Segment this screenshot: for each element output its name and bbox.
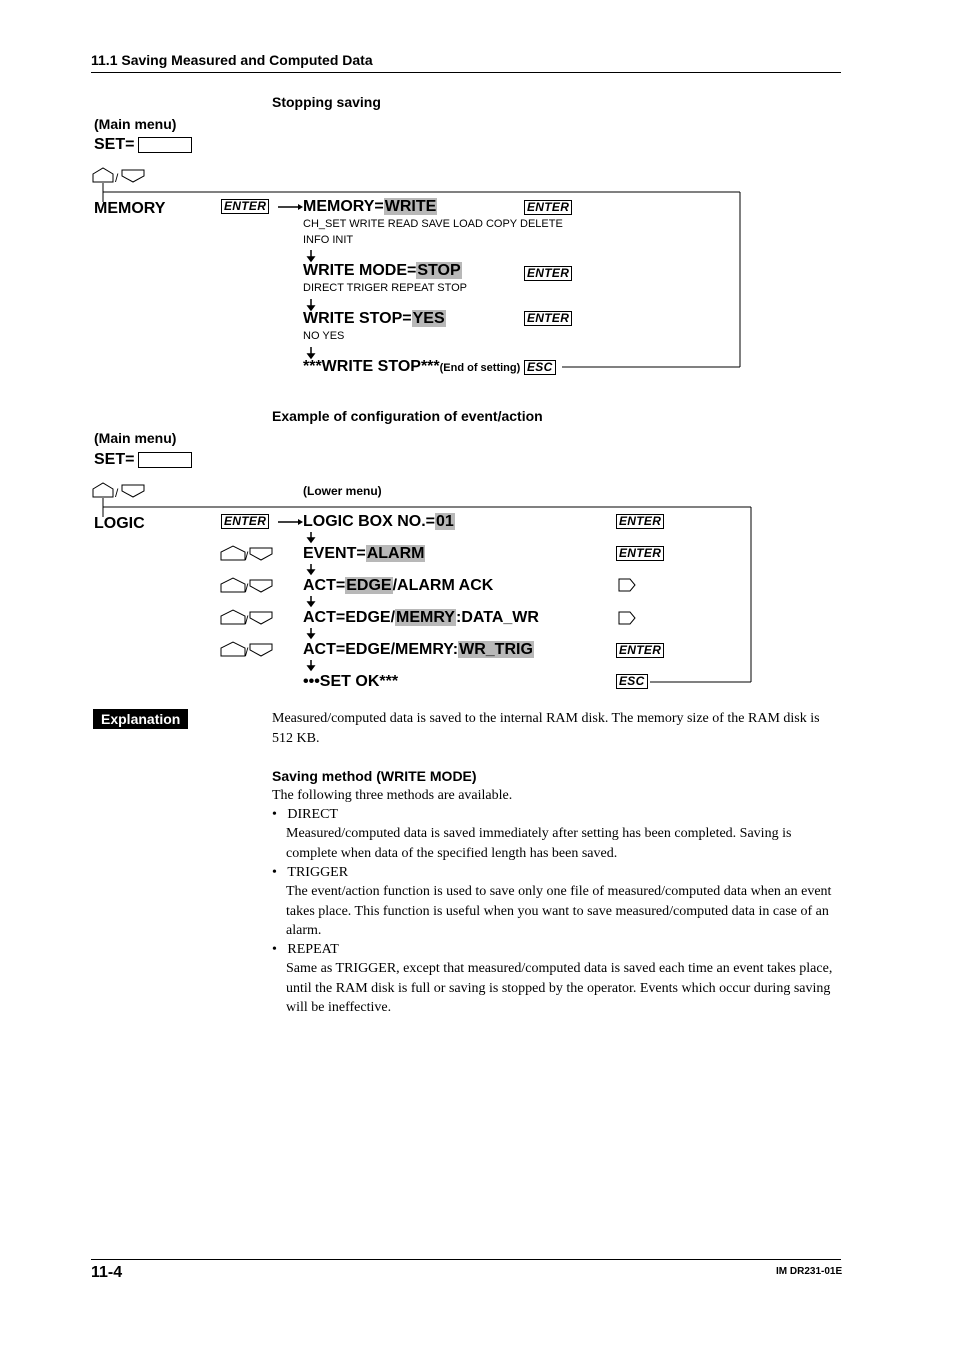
enter-key: ENTER: [524, 266, 572, 281]
set-value-box: [138, 452, 192, 468]
memory-options-2: INFO INIT: [303, 234, 354, 246]
up-down-keys-icon: [221, 578, 272, 595]
svg-text:/: /: [245, 581, 249, 595]
saving-method-heading: Saving method (WRITE MODE): [272, 768, 477, 784]
memory-write-step: MEMORY=WRITE: [303, 198, 437, 215]
logic-box-step: LOGIC BOX NO.=01: [303, 513, 454, 530]
esc-key: ESC: [524, 360, 556, 375]
up-down-keys-icon: [221, 546, 272, 563]
bullet-trigger: • TRIGGER: [272, 865, 349, 880]
explanation-badge: Explanation: [93, 709, 188, 729]
enter-key: ENTER: [616, 514, 664, 529]
logic-label: LOGIC: [94, 515, 145, 532]
method-intro: The following three methods are available.: [272, 788, 513, 803]
svg-text:/: /: [245, 613, 249, 627]
main-menu-label: (Main menu): [94, 116, 177, 132]
stopping-heading: Stopping saving: [272, 94, 381, 110]
svg-text:/: /: [245, 549, 249, 563]
up-down-keys-icon: [93, 168, 144, 185]
write-stop-step: WRITE STOP=YES: [303, 310, 445, 327]
svg-text:/: /: [245, 645, 249, 659]
section-header: 11.1 Saving Measured and Computed Data: [91, 52, 373, 68]
write-mode-options: DIRECT TRIGER REPEAT STOP: [303, 282, 468, 294]
set-label: SET=: [94, 451, 135, 468]
main-menu-label: (Main menu): [94, 430, 177, 446]
event-step: EVENT=ALARM: [303, 545, 425, 562]
enter-key: ENTER: [616, 643, 664, 658]
logic-heading: Example of configuration of event/action: [272, 408, 543, 424]
act-wr-trig-step: ACT=EDGE/MEMRY:WR_TRIG: [303, 641, 533, 658]
svg-text:/: /: [115, 171, 119, 185]
enter-key: ENTER: [524, 200, 572, 215]
set-ok-final: •••SET OK***: [303, 673, 399, 690]
act-memry-step: ACT=EDGE/MEMRY:DATA_WR: [303, 609, 539, 626]
write-stop-final: ***WRITE STOP***(End of setting): [303, 358, 521, 375]
right-key-icon: [619, 612, 635, 624]
up-down-keys-icon: [221, 610, 272, 627]
page-number: 11-4: [91, 1264, 123, 1281]
up-down-keys-icon: [221, 642, 272, 659]
enter-key: ENTER: [221, 199, 269, 214]
right-key-icon: [619, 579, 635, 591]
svg-text:/: /: [115, 486, 119, 500]
lower-menu-label: (Lower menu): [303, 484, 382, 498]
bullet-repeat: • REPEAT: [272, 942, 339, 957]
enter-key: ENTER: [221, 514, 269, 529]
esc-key: ESC: [616, 674, 648, 689]
footer-rule: [91, 1259, 841, 1260]
enter-key: ENTER: [616, 546, 664, 561]
doc-id: IM DR231-01E: [776, 1266, 843, 1277]
enter-key: ENTER: [524, 311, 572, 326]
memory-label: MEMORY: [94, 200, 166, 217]
write-stop-options: NO YES: [303, 330, 345, 342]
up-down-keys-icon: [93, 483, 144, 500]
set-value-box: [138, 137, 192, 153]
write-mode-step: WRITE MODE=STOP: [303, 262, 461, 279]
bullet-direct: • DIRECT: [272, 807, 338, 822]
explanation-intro: Measured/computed data is saved to the internal RAM disk. The memory size of the RAM disk is 512 KB.: [272, 711, 820, 746]
repeat-text: Same as TRIGGER, except that measured/computed data is saved each time an event takes place, until the RAM disk is full or saving is stopped by the operator. Events which occur during saving will be ineffective.: [286, 961, 833, 1015]
set-label: SET=: [94, 136, 135, 153]
memory-options: CH_SET WRITE READ SAVE LOAD COPY DELETE: [303, 218, 563, 230]
trigger-text: The event/action function is used to save only one file of measured/computed data when an event takes place. This function is useful when you want to save measured/computed data in case of an alarm.: [286, 884, 832, 938]
header-rule: [91, 72, 841, 73]
direct-text: Measured/computed data is saved immediately after setting has been completed. Saving is complete when data of the specified length has been saved.: [286, 826, 792, 861]
act-edge-step: ACT=EDGE/ALARM ACK: [303, 577, 494, 594]
